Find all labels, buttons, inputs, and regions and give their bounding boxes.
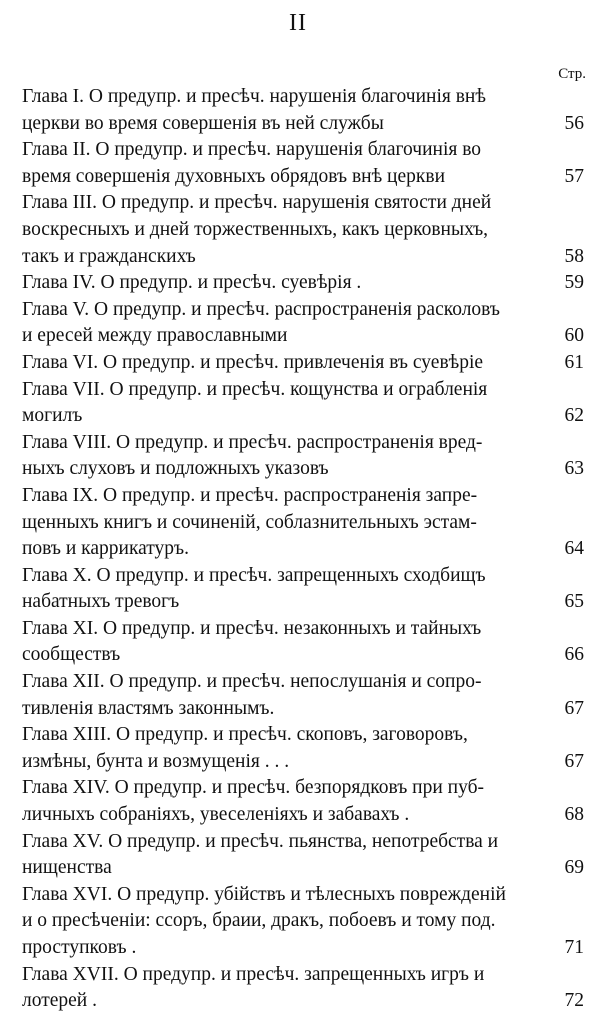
toc-entry-line: Глава XI. О предупр. и пресѣч. незаконныхъ и тайныхъ (22, 617, 482, 639)
toc-entry (22, 483, 584, 563)
toc-entry-line: Глава III. О предупр. и пресѣч. нарушенія святости дней (22, 192, 492, 214)
toc-entry-line: щенныхъ книгъ и сочиненій, соблазнительныхъ эстам- (22, 511, 477, 533)
toc-entry-title (22, 962, 534, 1015)
toc-entry-line: могилъ (22, 405, 83, 427)
toc-entry-line: лотерей . (22, 990, 97, 1012)
toc-entry-page-number: 72 (564, 990, 584, 1012)
toc-entry-title (22, 882, 534, 962)
toc-entry-line: Глава VII. О предупр. и пресѣч. кощунства и ограбленія (22, 378, 488, 400)
toc-entry-page-number: 58 (564, 245, 584, 267)
toc-entry (22, 84, 584, 137)
toc-entry-line: Глава IV. О предупр. и пресѣч. суевѣрія . (22, 272, 362, 294)
toc-entry-line: набатныхъ тревогъ (22, 591, 180, 613)
table-of-contents (22, 84, 584, 1015)
toc-entry-line: время совершенія духовныхъ обрядовъ внѣ церкви (22, 165, 446, 187)
toc-entry-line: Глава XVI. О предупр. убійствъ и тѣлесныхъ поврежденій (22, 883, 506, 905)
toc-entry-page-number: 62 (564, 405, 584, 427)
toc-entry-page-number: 67 (564, 750, 584, 772)
toc-entry (22, 350, 584, 377)
toc-entry-line: Глава VI. О предупр. и пресѣч. привлеченія въ суевѣріе (22, 351, 484, 373)
toc-entry (22, 377, 584, 430)
toc-entry-line: и ересей между православными (22, 325, 288, 347)
toc-entry-line: Глава XII. О предупр. и пресѣч. непослушанія и сопро- (22, 671, 482, 693)
toc-entry-line: Глава X. О предупр. и пресѣч. запрещенныхъ сходбищъ (22, 564, 486, 586)
toc-entry-line: воскресныхъ и дней торжественныхъ, какъ церковныхъ, (22, 218, 489, 240)
page-column-header: Стр. (558, 66, 586, 82)
toc-entry-line: Глава II. О предупр. и пресѣч. нарушенія благочинія во (22, 139, 482, 161)
toc-entry-title (22, 137, 534, 190)
toc-entry-page-number: 68 (564, 804, 584, 826)
toc-entry-line: измѣны, бунта и возмущенія . . . (22, 750, 290, 772)
toc-entry-title (22, 775, 534, 828)
toc-entry (22, 430, 584, 483)
toc-entry-line: личныхъ собраніяхъ, увеселеніяхъ и забавахъ . (22, 804, 410, 826)
toc-entry (22, 190, 584, 270)
toc-entry-title (22, 722, 534, 775)
toc-entry-title (22, 297, 534, 350)
toc-entry-page-number: 65 (564, 591, 584, 613)
toc-entry-title (22, 829, 534, 882)
toc-entry-line: Глава VIII. О предупр. и пресѣч. распространенія вред- (22, 431, 483, 453)
toc-entry (22, 882, 584, 962)
toc-entry (22, 962, 584, 1015)
toc-entry-line: Глава IX. О предупр. и пресѣч. распространенія запре- (22, 484, 478, 506)
toc-entry-line: ныхъ слуховъ и подложныхъ указовъ (22, 458, 329, 480)
toc-entry (22, 829, 584, 882)
toc-entry-title (22, 483, 534, 563)
toc-entry-line: сообществъ (22, 644, 121, 666)
toc-entry-line: и о пресѣченіи: ссоръ, браии, дракъ, побоевъ и тому под. (22, 910, 496, 932)
toc-entry-page-number: 60 (564, 325, 584, 347)
toc-entry-line: Глава V. О предупр. и пресѣч. распространенія расколовъ (22, 298, 500, 320)
toc-entry-page-number: 67 (564, 697, 584, 719)
toc-entry-line: проступковъ . (22, 937, 137, 958)
toc-entry-page-number: 69 (564, 857, 584, 879)
toc-entry-line: Глава XVII. О предупр. и пресѣч. запрещенныхъ игръ и (22, 963, 485, 985)
toc-entry-line: тивленія властямъ законнымъ. (22, 697, 275, 719)
toc-entry (22, 722, 584, 775)
page-number: II (289, 10, 307, 36)
toc-entry-title (22, 430, 534, 483)
toc-entry (22, 669, 584, 722)
toc-entry-page-number: 63 (564, 458, 584, 480)
toc-entry (22, 137, 584, 190)
toc-entry-line: церкви во время совершенія въ ней службы (22, 112, 384, 134)
toc-entry-page-number: 57 (564, 165, 584, 187)
toc-entry-line: такъ и гражданскихъ (22, 245, 196, 267)
toc-entry-page-number: 64 (564, 538, 584, 560)
toc-entry-title (22, 84, 534, 137)
toc-entry (22, 563, 584, 616)
toc-entry-title (22, 270, 534, 297)
toc-entry-line: Глава XIII. О предупр. и пресѣч. скоповъ, заговоровъ, (22, 724, 468, 746)
toc-entry (22, 297, 584, 350)
toc-entry-line: нищенства (22, 857, 112, 879)
toc-entry-title (22, 669, 534, 722)
toc-entry-page-number: 61 (564, 351, 584, 373)
toc-entry-title (22, 350, 534, 377)
toc-entry (22, 270, 584, 297)
toc-entry-page-number: 66 (564, 644, 584, 666)
toc-entry-page-number: 56 (564, 112, 584, 134)
toc-entry-line: Глава I. О предупр. и пресѣч. нарушенія благочинія внѣ (22, 86, 486, 107)
toc-entry-line: Глава XV. О предупр. и пресѣч. пьянства, непотребства и (22, 830, 499, 852)
toc-entry-line: повъ и каррикатуръ. (22, 538, 189, 560)
toc-entry (22, 616, 584, 669)
toc-entry-title (22, 563, 534, 616)
toc-entry (22, 775, 584, 828)
toc-entry-page-number: 71 (564, 937, 584, 958)
toc-entry-title (22, 190, 534, 270)
toc-entry-title (22, 616, 534, 669)
toc-entry-line: Глава XIV. О предупр. и пресѣч. безпорядковъ при пуб- (22, 777, 484, 799)
toc-entry-page-number: 59 (564, 272, 584, 294)
toc-entry-title (22, 377, 534, 430)
